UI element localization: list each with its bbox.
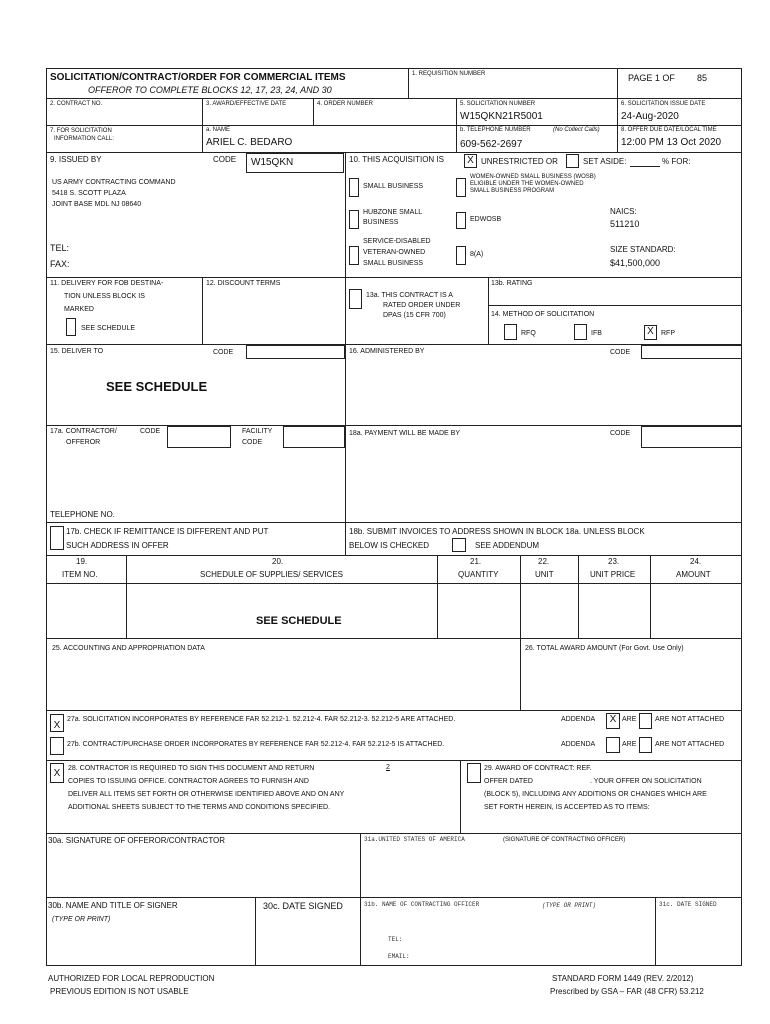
see-schedule-label: SEE SCHEDULE [81, 325, 136, 332]
addendum-label: SEE ADDENDUM [475, 541, 540, 550]
rated-order-label-3: DPAS (15 CFR 700) [383, 312, 446, 319]
name-label: a. NAME [206, 127, 231, 133]
clause-27a-label: 27a. SOLICITATION INCORPORATES BY REFERENCE FAR 52.212-1. 52.212-4. FAR 52.212-3. 52.212-5 ARE ATTACHED. [67, 716, 456, 723]
unrestricted-label: UNRESTRICTED OR [481, 157, 558, 166]
divider [46, 555, 742, 556]
set-aside-label: SET ASIDE: [583, 157, 627, 166]
award-checkbox[interactable] [467, 763, 481, 783]
addenda-27a-are-label: ARE [622, 716, 637, 723]
col23-header: UNIT PRICE [590, 570, 636, 579]
solicitation-number[interactable]: W15QKN21R5001 [460, 111, 543, 122]
accounting-label: 25. ACCOUNTING AND APPROPRIATION DATA [52, 645, 205, 652]
rated-order-checkbox[interactable] [349, 289, 362, 309]
offer-due-label: 8. OFFER DUE DATE/LOCAL TIME [621, 127, 717, 133]
issue-date[interactable]: 24-Aug-2020 [621, 111, 679, 122]
divider [488, 305, 742, 306]
col23-num: 23. [608, 557, 620, 566]
form-title: SOLICITATION/CONTRACT/ORDER FOR COMMERCIAL ITEMS [50, 72, 346, 83]
signer-type-or-print: (TYPE OR PRINT) [52, 916, 111, 923]
contracting-officer-name-label: 31b. NAME OF CONTRACTING OFFICER [364, 901, 480, 908]
date-signed-label: 30c. DATE SIGNED [263, 901, 343, 911]
naics-code: 511210 [610, 219, 640, 229]
clause-28-copies: 2 [386, 764, 390, 771]
method-label: 14. METHOD OF SOLICITATION [491, 311, 595, 318]
contact-name[interactable]: ARIEL C. BEDARO [206, 137, 293, 148]
addenda-27b-label: ADDENDA [561, 741, 596, 748]
contractor-code-label: CODE [140, 428, 161, 435]
col21-header: QUANTITY [458, 570, 499, 579]
order-number-label: 4. ORDER NUMBER [317, 101, 374, 107]
sdvosb-label-1: SERVICE-DISABLED [363, 238, 431, 245]
contractor-code-field[interactable] [167, 426, 231, 448]
divider [460, 760, 461, 833]
addenda-27a-label: ADDENDA [561, 716, 596, 723]
divider [46, 897, 742, 898]
small-business-label: SMALL BUSINESS [363, 183, 424, 190]
addenda-27b-are-checkbox[interactable] [606, 737, 620, 753]
divider [46, 710, 742, 711]
divider [345, 522, 346, 555]
signer-name-label: 30b. NAME AND TITLE OF SIGNER [48, 901, 178, 910]
addendum-checkbox[interactable] [452, 538, 466, 552]
divider [46, 425, 742, 426]
divider [408, 68, 409, 98]
sdvosb-label-2: VETERAN-OWNED [363, 249, 426, 256]
hubzone-label-1: HUBZONE SMALL [363, 209, 423, 216]
remittance-checkbox[interactable] [50, 526, 64, 550]
divider [313, 98, 314, 125]
divider [202, 98, 203, 152]
clause-28-line1: 28. CONTRACTOR IS REQUIRED TO SIGN THIS DOCUMENT AND RETURN [68, 765, 315, 772]
col24-num: 24. [690, 557, 702, 566]
clause-28-line4: ADDITIONAL SHEETS SUBJECT TO THE TERMS AND CONDITIONS SPECIFIED. [68, 804, 331, 811]
ifb-checkbox[interactable] [574, 324, 587, 340]
award-line2b: . YOUR OFFER ON SOLICITATION [590, 778, 702, 785]
items-see-schedule: SEE SCHEDULE [256, 615, 342, 627]
divider [360, 833, 361, 966]
offer-due[interactable]: 12:00 PM 13 Oct 2020 [621, 137, 722, 148]
col19-header: ITEM NO. [62, 570, 98, 579]
ifb-label: IFB [591, 330, 602, 337]
addenda-27a-not-checkbox[interactable] [639, 713, 652, 729]
deliver-to-code-field[interactable] [246, 345, 345, 359]
size-standard-label: SIZE STANDARD: [610, 245, 676, 254]
phone-label: b. TELEPHONE NUMBER [460, 127, 531, 133]
divider [46, 760, 742, 761]
administered-code-field[interactable] [641, 345, 742, 359]
contractor-label-1: 17a. CONTRACTOR/ [50, 428, 117, 435]
addenda-27a-not-label: ARE NOT ATTACHED [655, 716, 725, 723]
eight-a-label: 8(A) [470, 251, 484, 258]
officer-type-or-print: (TYPE OR PRINT) [542, 902, 597, 909]
divider [488, 277, 489, 344]
set-aside-checkbox[interactable] [566, 154, 579, 168]
sdvosb-label-3: SMALL BUSINESS [363, 260, 424, 267]
issued-by-label: 9. ISSUED BY [50, 155, 102, 164]
divider [46, 98, 742, 99]
clause-27b-checkbox[interactable] [50, 737, 64, 755]
for-info-label: 7. FOR SOLICITATION [50, 128, 112, 134]
rated-order-label-1: 13a. THIS CONTRACT IS A [366, 292, 453, 299]
phone-note: (No Collect Calls) [553, 127, 600, 133]
addenda-27b-are-label: ARE [622, 741, 637, 748]
contractor-sign-checkbox[interactable]: X [50, 763, 64, 783]
award-line1: 29. AWARD OF CONTRACT: REF. [484, 765, 592, 772]
clause-28-line3: DELIVER ALL ITEMS SET FORTH OR OTHERWISE IDENTIFIED ABOVE AND ON ANY [68, 791, 345, 798]
rated-order-label-2: RATED ORDER UNDER [383, 302, 461, 309]
divider [520, 638, 521, 710]
unrestricted-checkbox[interactable]: X [464, 154, 477, 168]
telephone-label: TELEPHONE NO. [50, 510, 115, 519]
hubzone-checkbox[interactable] [349, 210, 359, 229]
deliver-to-see-schedule: SEE SCHEDULE [106, 379, 208, 394]
discount-terms-label: 12. DISCOUNT TERMS [206, 280, 281, 287]
contractor-label-2: OFFEROR [66, 439, 101, 446]
addenda-27a-are-checkbox[interactable]: X [606, 713, 620, 729]
divider [46, 583, 742, 584]
divider [345, 152, 346, 522]
fax-label: FAX: [50, 259, 70, 269]
divider [126, 555, 127, 638]
divider [46, 638, 742, 639]
acquisition-label: 10. THIS ACQUISITION IS [349, 155, 444, 164]
award-date-label: 3. AWARD/EFFECTIVE DATE [206, 101, 287, 107]
divider [650, 555, 651, 638]
col22-header: UNIT [535, 570, 554, 579]
col22-num: 22. [538, 557, 550, 566]
remittance-label-1: 17b. CHECK IF REMITTANCE IS DIFFERENT AND PUT [66, 527, 269, 536]
sdvosb-checkbox[interactable] [349, 246, 359, 265]
award-line2: OFFER DATED [484, 778, 533, 785]
size-standard: $41,500,000 [610, 258, 661, 268]
facility-label-1: FACILITY [242, 428, 273, 435]
small-business-checkbox[interactable] [349, 178, 359, 197]
form-sf1449 [46, 68, 742, 966]
rfq-label: RFQ [521, 330, 536, 337]
remittance-label-2: SUCH ADDRESS IN OFFER [66, 541, 169, 550]
delivery-label-2: TION UNLESS BLOCK IS [64, 293, 145, 300]
facility-label-2: CODE [242, 439, 263, 446]
delivery-label-1: 11. DELIVERY FOR FOB DESTINA- [50, 280, 164, 287]
edwosb-checkbox[interactable] [456, 212, 466, 229]
solicitation-number-label: 5. SOLICITATION NUMBER [460, 101, 536, 107]
facility-code-field[interactable] [283, 426, 345, 448]
eight-a-checkbox[interactable] [456, 246, 466, 265]
contact-phone[interactable]: 609-562-2697 [460, 139, 523, 150]
edwosb-label: EDWOSB [470, 216, 502, 223]
divider [46, 833, 742, 834]
see-schedule-checkbox[interactable] [66, 318, 76, 336]
divider [46, 152, 742, 153]
deliver-to-code-label: CODE [213, 349, 234, 356]
rfq-checkbox[interactable] [504, 324, 517, 340]
page-label: PAGE 1 OF [628, 73, 675, 83]
divider [46, 344, 742, 345]
footer-form-number: STANDARD FORM 1449 (REV. 2/2012) [552, 974, 694, 983]
code-label: CODE [213, 155, 237, 164]
naics-label: NAICS: [610, 207, 637, 216]
administered-by-label: 16. ADMINISTERED BY [349, 348, 425, 355]
wosb-checkbox[interactable] [456, 178, 466, 197]
addenda-27b-not-checkbox[interactable] [639, 737, 652, 753]
rfp-label: RFP [661, 330, 675, 337]
invoice-label-2: BELOW IS CHECKED [349, 541, 430, 550]
divider [456, 98, 457, 152]
divider [202, 277, 203, 344]
award-line4: SET FORTH HEREIN, IS ACCEPTED AS TO ITEMS: [484, 804, 650, 811]
payment-code-label: CODE [610, 430, 631, 437]
clause-28-line2: COPIES TO ISSUING OFFICE. CONTRACTOR AGREES TO FURNISH AND [68, 778, 309, 785]
for-info-label-2: INFORMATION CALL: [54, 136, 114, 142]
divider [578, 555, 579, 638]
issuer-address-line1: US ARMY CONTRACTING COMMAND [52, 179, 176, 186]
divider [655, 897, 656, 966]
wosb-label-1: WOMEN-OWNED SMALL BUSINESS (WOSB) [470, 174, 596, 180]
award-line3: (BLOCK 5), INCLUDING ANY ADDITIONS OR CHANGES WHICH ARE [484, 791, 707, 798]
contract-no-label: 2. CONTRACT NO. [50, 101, 103, 107]
footer-previous-edition: PREVIOUS EDITION IS NOT USABLE [50, 987, 189, 996]
issue-date-label: 6. SOLICITATION ISSUE DATE [621, 101, 706, 107]
rfp-checkbox[interactable]: X [644, 325, 657, 340]
page-total: 85 [697, 73, 708, 83]
col24-header: AMOUNT [676, 570, 711, 579]
percent-for-label: % FOR: [662, 157, 691, 166]
wosb-label-2: ELIGIBLE UNDER THE WOMEN-OWNED [470, 181, 584, 187]
divider [437, 555, 438, 638]
delivery-label-3: MARKED [64, 306, 94, 313]
invoice-label-1: 18b. SUBMIT INVOICES TO ADDRESS SHOWN IN BLOCK 18a. UNLESS BLOCK [349, 527, 645, 536]
requisition-number-label: 1. REQUISITION NUMBER [412, 71, 486, 77]
deliver-to-label: 15. DELIVER TO [50, 348, 104, 355]
col19-num: 19. [76, 557, 88, 566]
divider [46, 277, 742, 278]
hubzone-label-2: BUSINESS [363, 219, 399, 226]
clause-27a-checkbox[interactable]: X [50, 714, 64, 732]
clause-27b-label: 27b. CONTRACT/PURCHASE ORDER INCORPORATES BY REFERENCE FAR 52.212-4. FAR 52.212-5 IS ATTACHED. [67, 741, 445, 748]
form-subtitle: OFFEROR TO COMPLETE BLOCKS 12, 17, 23, 24, AND 30 [88, 85, 332, 95]
usa-signature-label: 31a.UNITED STATES OF AMERICA [364, 836, 465, 843]
total-award-label: 26. TOTAL AWARD AMOUNT (For Govt. Use Only) [525, 645, 684, 652]
tel-label: TEL: [50, 243, 70, 253]
divider [520, 555, 521, 638]
col21-num: 21. [470, 557, 482, 566]
divider [617, 68, 618, 152]
divider [46, 522, 742, 523]
rating-label: 13b. RATING [491, 280, 533, 287]
issuer-address-line2: 5418 S. SCOTT PLAZA [52, 190, 126, 197]
addenda-27b-not-label: ARE NOT ATTACHED [655, 741, 725, 748]
officer-tel-label: TEL: [388, 936, 403, 943]
footer-prescribed-by: Prescribed by GSA – FAR (48 CFR) 53.212 [550, 987, 704, 996]
divider [255, 897, 256, 966]
divider [46, 125, 742, 126]
administered-code-label: CODE [610, 349, 631, 356]
set-aside-percent-line [630, 166, 660, 167]
issuer-address-line3: JOINT BASE MDL NJ 08640 [52, 201, 142, 208]
col20-header: SCHEDULE OF SUPPLIES/ SERVICES [200, 570, 344, 579]
officer-date-signed-label: 31c. DATE SIGNED [659, 901, 717, 908]
officer-email-label: EMAIL: [388, 953, 410, 960]
col20-num: 20. [272, 557, 284, 566]
wosb-label-3: SMALL BUSINESS PROGRAM [470, 188, 555, 194]
offeror-signature-label: 30a. SIGNATURE OF OFFEROR/CONTRACTOR [48, 836, 226, 845]
issuer-code-field[interactable]: W15QKN [246, 153, 344, 173]
payment-label: 18a. PAYMENT WILL BE MADE BY [349, 430, 460, 437]
contracting-officer-signature-label: (SIGNATURE OF CONTRACTING OFFICER) [503, 837, 626, 843]
footer-authorized: AUTHORIZED FOR LOCAL REPRODUCTION [48, 974, 215, 983]
payment-code-field[interactable] [641, 426, 742, 448]
